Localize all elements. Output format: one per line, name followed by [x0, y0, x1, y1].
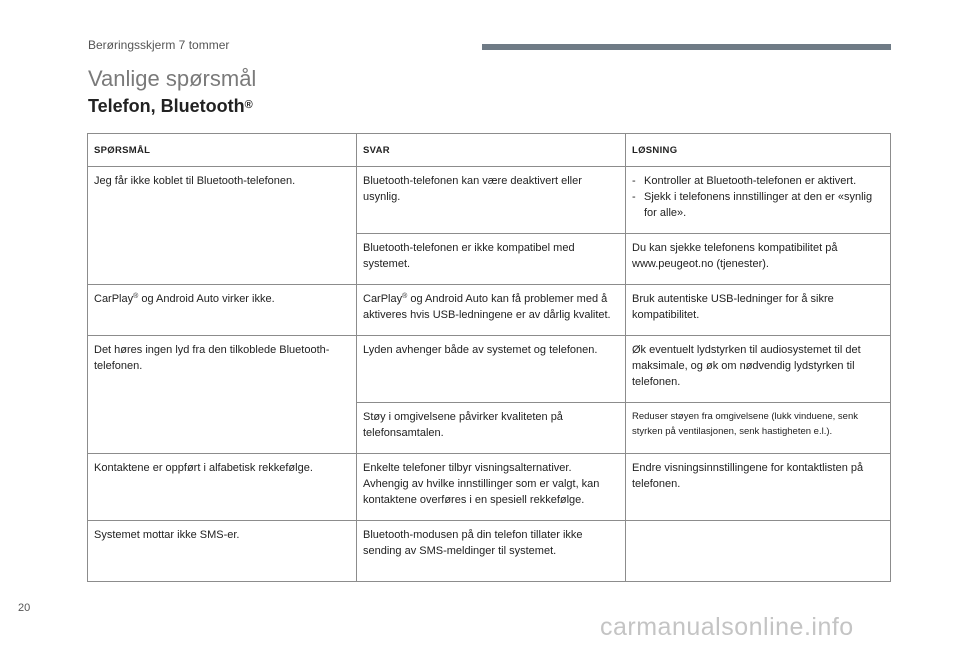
question-cell: CarPlay® og Android Auto virker ikke.: [88, 285, 357, 336]
page-title: Vanlige spørsmål: [88, 66, 257, 91]
table-row: [88, 521, 891, 582]
registered-mark: ®: [244, 99, 253, 111]
table-row: [88, 336, 891, 403]
table-header-row: [88, 134, 891, 167]
solution-list-item: - Sjekk i telefonens innstillinger at den er «synlig for alle».: [632, 189, 884, 221]
solution-cell: Øk eventuelt lydstyrken til audiosystemet til det maksimale, og øk om nødvendig lydstyrken til telefonen.: [626, 336, 891, 403]
table-row: [88, 454, 891, 521]
solution-cell: Endre visningsinnstillingene for kontaktlisten på telefonen.: [626, 454, 891, 521]
answer-cell: Bluetooth-modusen på din telefon tillater ikke sending av SMS-meldinger til systemet.: [357, 521, 626, 582]
answer-cell: Lyden avhenger både av systemet og telefonen.: [357, 336, 626, 403]
page-subtitle: [88, 96, 253, 117]
page-number: 20: [18, 602, 31, 614]
column-header-solution: LØSNING: [626, 134, 891, 167]
table-row: [88, 285, 891, 336]
solution-cell: [626, 521, 891, 582]
question-cell: Kontaktene er oppført i alfabetisk rekkefølge.: [88, 454, 357, 521]
column-header-answer: SVAR: [357, 134, 626, 167]
answer-cell: CarPlay® og Android Auto kan få problemer med å aktiveres hvis USB-ledningene er av dårlig kvalitet.: [357, 285, 626, 336]
answer-cell: Bluetooth-telefonen er ikke kompatibel med systemet.: [357, 234, 626, 285]
question-cell: Jeg får ikke koblet til Bluetooth-telefonen.: [88, 167, 357, 285]
question-cell: Det høres ingen lyd fra den tilkoblede Bluetooth-telefonen.: [88, 336, 357, 454]
solution-cell: [626, 167, 891, 234]
answer-cell: Støy i omgivelsene påvirker kvaliteten på telefonsamtalen.: [357, 403, 626, 454]
watermark: carmanualsonline.info: [600, 613, 854, 641]
answer-cell: Bluetooth-telefonen kan være deaktivert eller usynlig.: [357, 167, 626, 234]
solution-item-text: Kontroller at Bluetooth-telefonen er aktivert.: [644, 175, 857, 187]
header-bar: [482, 44, 891, 50]
solution-list-item: - Kontroller at Bluetooth-telefonen er aktivert.: [632, 175, 857, 187]
table-row: [88, 167, 891, 234]
section-header: Berøringsskjerm 7 tommer: [88, 38, 230, 52]
subtitle-text: Telefon, Bluetooth: [88, 96, 245, 116]
faq-table: [87, 133, 891, 582]
solution-cell: Bruk autentiske USB-ledninger for å sikre kompatibilitet.: [626, 285, 891, 336]
solution-cell: Du kan sjekke telefonens kompatibilitet på www.peugeot.no (tjenester).: [626, 234, 891, 285]
column-header-question: SPØRSMÅL: [88, 134, 357, 167]
solution-cell: Reduser støyen fra omgivelsene (lukk vinduene, senk styrken på ventilasjonen, senk hastigheten e.l.).: [626, 403, 891, 454]
solution-item-text: Sjekk i telefonens innstillinger at den er «synlig for alle».: [644, 191, 873, 219]
answer-cell: Enkelte telefoner tilbyr visningsalternativer. Avhengig av hvilke innstillinger som er valgt, kan kontaktene overføres i en spesiell rekkefølge.: [357, 454, 626, 521]
question-cell: Systemet mottar ikke SMS-er.: [88, 521, 357, 582]
